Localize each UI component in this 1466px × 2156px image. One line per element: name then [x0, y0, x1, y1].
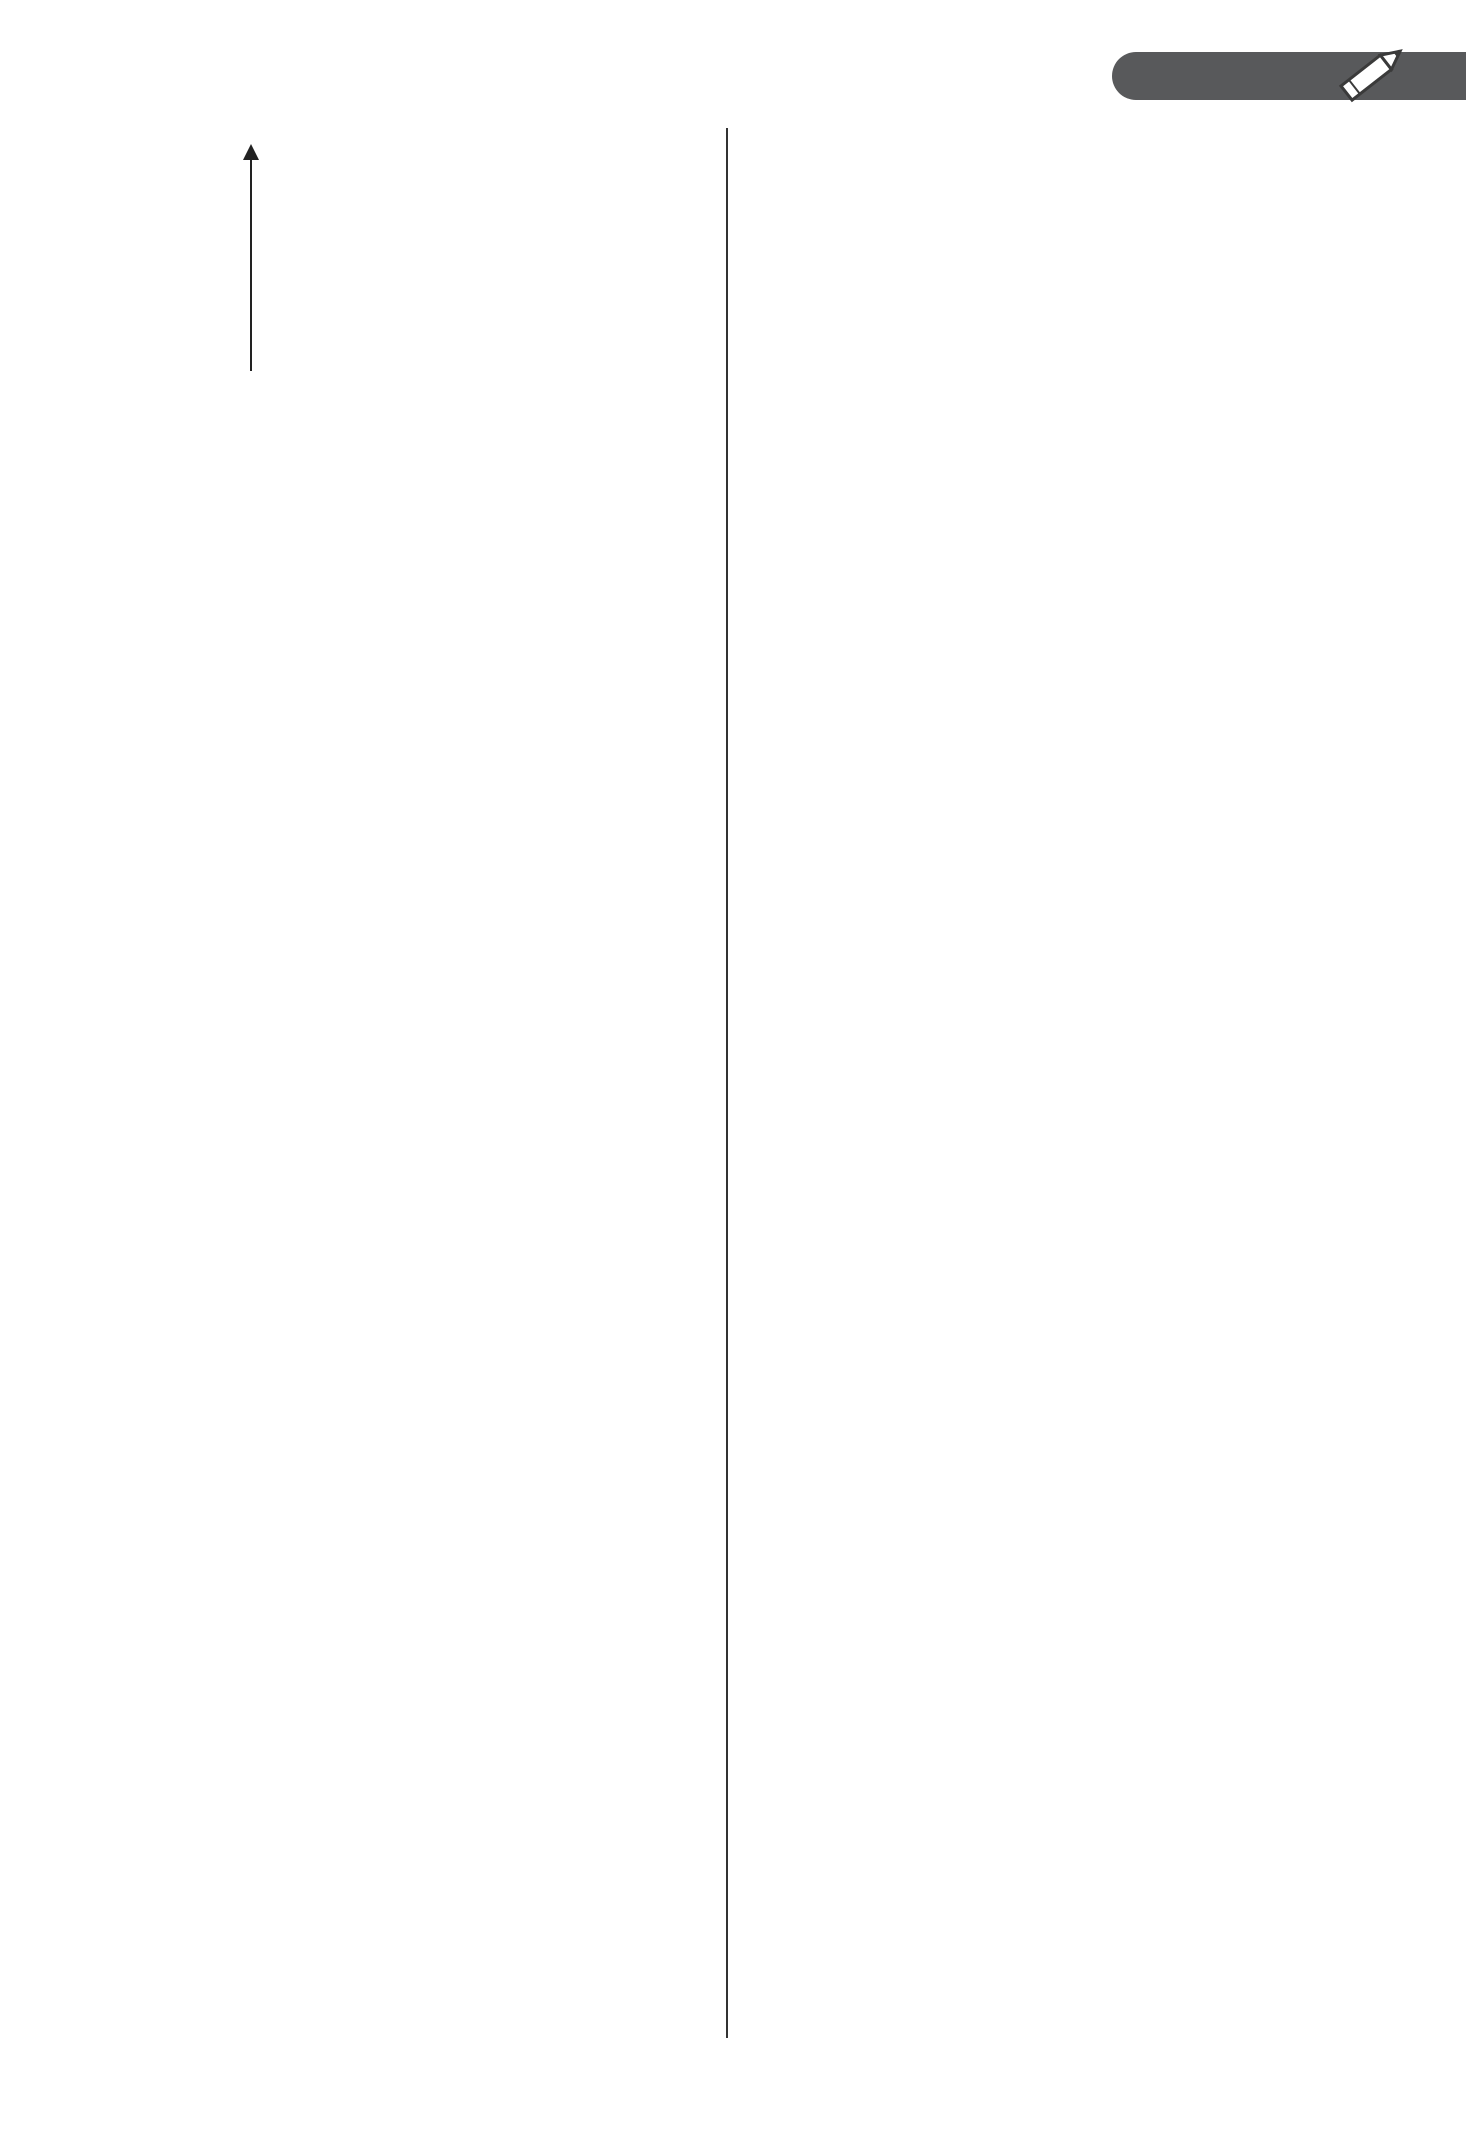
- pencil-icon: [1325, 48, 1415, 104]
- figure-3: [112, 126, 708, 388]
- column-divider: [726, 128, 728, 2038]
- left-column: [112, 126, 708, 388]
